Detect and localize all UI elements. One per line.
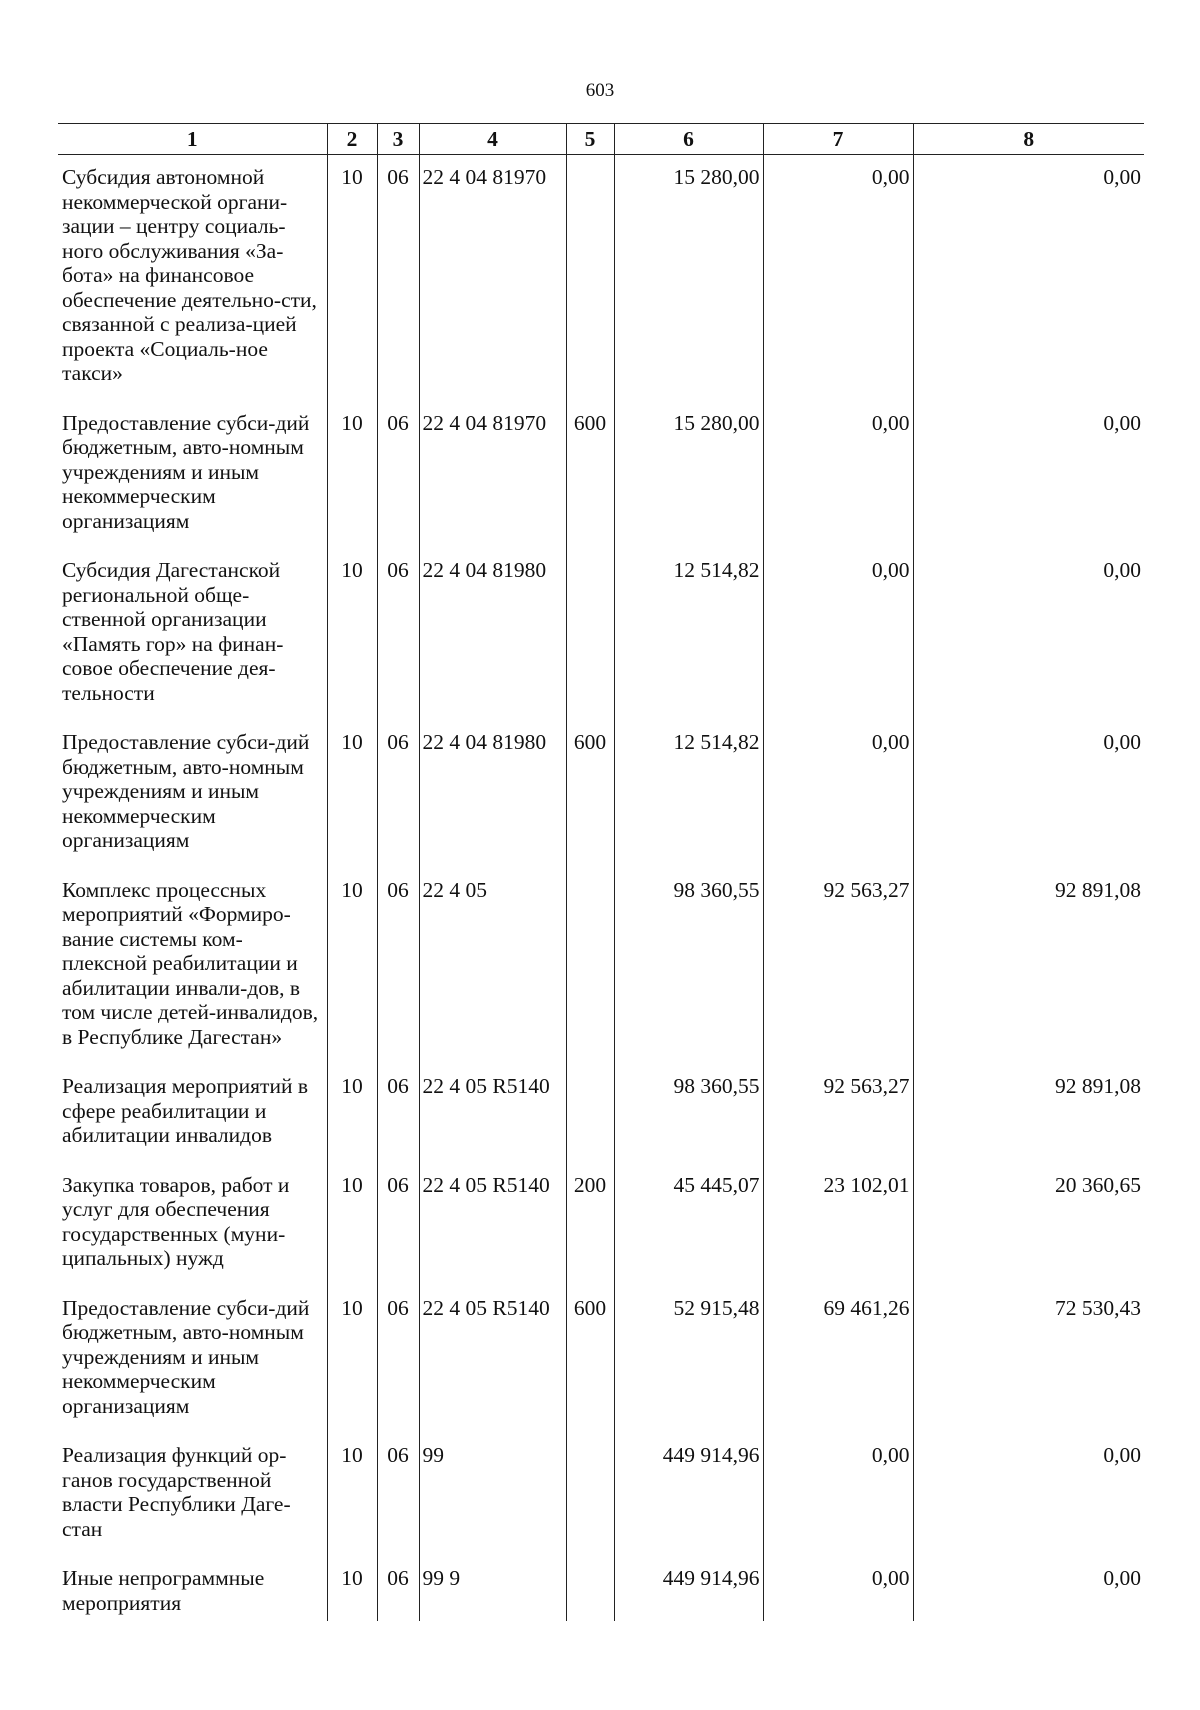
row-subsection: 06 [377,1163,419,1286]
row-amount-col6: 45 445,07 [614,1163,763,1286]
row-section: 10 [327,1286,377,1434]
row-section: 10 [327,720,377,868]
row-section: 10 [327,155,377,401]
budget-table [58,123,1144,1621]
table-row [58,401,1144,549]
row-amount-col8: 20 360,65 [913,1163,1144,1286]
row-amount-col6: 12 514,82 [614,548,763,720]
row-target-article: 22 4 04 81980 [419,720,566,868]
row-subsection: 06 [377,1064,419,1163]
row-expense-type: 200 [566,1163,614,1286]
table-row [58,1556,1144,1621]
header-col-5: 5 [566,124,614,155]
row-target-article: 22 4 05 R5140 [419,1064,566,1163]
row-name: Комплекс процессных мероприятий «Формиро-вание системы ком-плексной реабилитации и абилитации инвали-дов, в том числе детей-инвалидов, в Республике Дагестан» [62,877,319,1049]
row-amount-col6: 12 514,82 [614,720,763,868]
row-amount-col8: 92 891,08 [913,868,1144,1065]
header-col-1: 1 [58,124,327,155]
table-row [58,868,1144,1065]
row-amount-col7: 0,00 [763,155,913,401]
table-row [58,1163,1144,1286]
row-amount-col8: 0,00 [913,1556,1144,1621]
row-section: 10 [327,1163,377,1286]
row-name: Иные непрограммные мероприятия [62,1566,265,1615]
header-col-7: 7 [763,124,913,155]
header-col-3: 3 [377,124,419,155]
row-amount-col8: 0,00 [913,548,1144,720]
row-section: 10 [327,1064,377,1163]
row-subsection: 06 [377,1433,419,1556]
row-subsection: 06 [377,1556,419,1621]
table-row [58,1064,1144,1163]
row-target-article: 22 4 04 81970 [419,155,566,401]
header-col-6: 6 [614,124,763,155]
row-amount-col8: 0,00 [913,401,1144,549]
row-amount-col8: 0,00 [913,1433,1144,1556]
row-subsection: 06 [377,548,419,720]
row-subsection: 06 [377,401,419,549]
row-expense-type: 600 [566,401,614,549]
row-target-article: 22 4 04 81970 [419,401,566,549]
row-name: Предоставление субси-дий бюджетным, авто-номным учреждениям и иным некоммерческим организациям [62,730,310,852]
row-target-article: 22 4 05 R5140 [419,1163,566,1286]
row-expense-type [566,1556,614,1621]
row-expense-type [566,1064,614,1163]
table-row [58,548,1144,720]
row-name: Реализация мероприятий в сфере реабилитации и абилитации инвалидов [62,1074,308,1147]
row-amount-col7: 69 461,26 [763,1286,913,1434]
row-name: Закупка товаров, работ и услуг для обеспечения государственных (муни-ципальных) нужд [62,1172,290,1270]
header-col-8: 8 [913,124,1144,155]
table-row [58,155,1144,401]
row-subsection: 06 [377,155,419,401]
row-subsection: 06 [377,1286,419,1434]
row-amount-col6: 98 360,55 [614,868,763,1065]
row-amount-col7: 23 102,01 [763,1163,913,1286]
row-amount-col6: 52 915,48 [614,1286,763,1434]
row-amount-col7: 0,00 [763,401,913,549]
row-expense-type [566,155,614,401]
row-amount-col6: 449 914,96 [614,1556,763,1621]
row-subsection: 06 [377,720,419,868]
row-name: Предоставление субси-дий бюджетным, авто-номным учреждениям и иным некоммерческим организациям [62,410,310,533]
row-amount-col8: 72 530,43 [913,1286,1144,1434]
table-header [58,124,1144,155]
row-amount-col6: 15 280,00 [614,401,763,549]
row-expense-type: 600 [566,720,614,868]
row-section: 10 [327,401,377,549]
row-amount-col7: 92 563,27 [763,868,913,1065]
table-body [58,155,1144,1622]
table-row [58,1286,1144,1434]
row-amount-col7: 0,00 [763,1556,913,1621]
row-name: Субсидия Дагестанской региональной обще-ственной организации «Память гор» на финан-совое обеспечение дея-тельности [62,558,284,705]
row-expense-type: 600 [566,1286,614,1434]
row-amount-col7: 0,00 [763,548,913,720]
row-amount-col6: 15 280,00 [614,155,763,401]
row-expense-type [566,1433,614,1556]
table-row [58,720,1144,868]
row-name: Реализация функций ор-ганов государственной власти Республики Даге-стан [62,1443,291,1541]
row-amount-col6: 98 360,55 [614,1064,763,1163]
row-subsection: 06 [377,868,419,1065]
header-row [58,124,1144,155]
row-section: 10 [327,1433,377,1556]
row-amount-col8: 0,00 [913,720,1144,868]
row-target-article: 99 9 [419,1556,566,1621]
row-target-article: 99 [419,1433,566,1556]
row-amount-col7: 0,00 [763,720,913,868]
row-target-article: 22 4 04 81980 [419,548,566,720]
header-col-4: 4 [419,124,566,155]
row-name: Предоставление субси-дий бюджетным, авто-номным учреждениям и иным некоммерческим организациям [62,1295,310,1418]
page-number: 603 [585,80,615,101]
row-target-article: 22 4 05 R5140 [419,1286,566,1434]
row-amount-col8: 92 891,08 [913,1064,1144,1163]
row-amount-col8: 0,00 [913,155,1144,401]
row-amount-col6: 449 914,96 [614,1433,763,1556]
header-col-2: 2 [327,124,377,155]
table-row [58,1433,1144,1556]
row-target-article: 22 4 05 [419,868,566,1065]
row-expense-type [566,548,614,720]
row-amount-col7: 0,00 [763,1433,913,1556]
row-section: 10 [327,1556,377,1621]
row-name: Субсидия автономной некоммерческой органи-зации – центру социаль-ного обслуживания «За-бота» на финансовое обеспечение деятельно-сти, связанной с реализа-цией проекта «Социаль-ное такси» [62,165,317,385]
row-section: 10 [327,868,377,1065]
row-amount-col7: 92 563,27 [763,1064,913,1163]
row-expense-type [566,868,614,1065]
row-section: 10 [327,548,377,720]
